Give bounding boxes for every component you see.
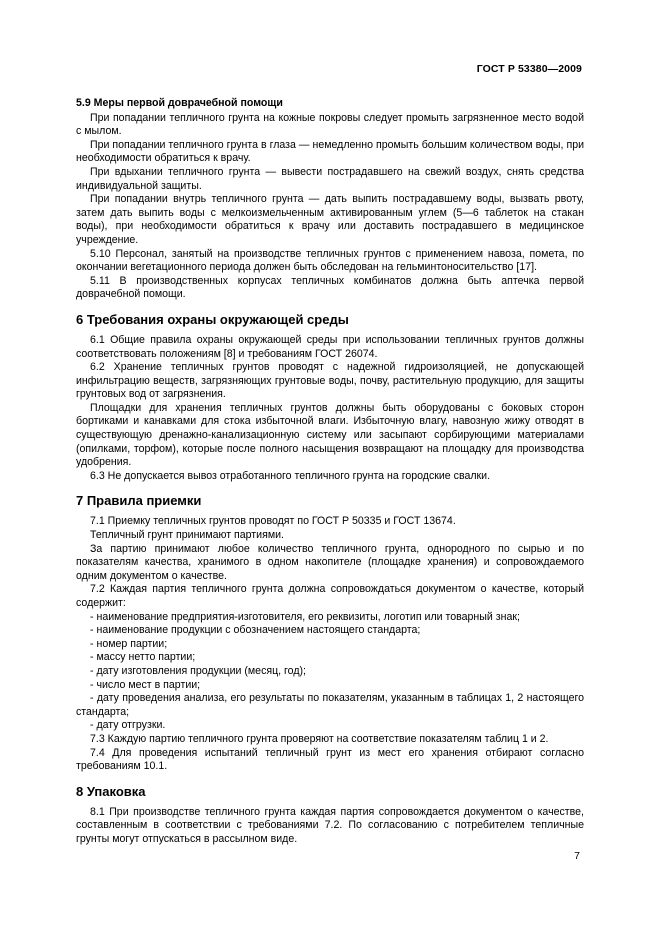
list-item: - массу нетто партии; bbox=[90, 651, 196, 664]
paragraph: При вдыхании тепличного грунта — вывести пострадавшего на свежий воздух, снять средства индивидуальной защиты. bbox=[76, 165, 584, 192]
document-header: ГОСТ Р 53380—2009 bbox=[476, 63, 582, 75]
list-item: - наименование продукции с обозначением настоящего стандарта; bbox=[90, 624, 421, 637]
subsection-title: 5.9 Меры первой доврачебной помощи bbox=[76, 97, 283, 109]
paragraph: При попадании тепличного грунта в глаза — немедленно промыть большим количеством воды, при необходимости обратиться к врачу. bbox=[76, 138, 584, 165]
paragraph: 7.3 Каждую партию тепличного грунта проверяют на соответствие показателям таблиц 1 и 2. bbox=[90, 732, 549, 745]
paragraph: Тепличный грунт принимают партиями. bbox=[90, 529, 284, 542]
paragraph: Площадки для хранения тепличных грунтов должны быть оборудованы с боковых сторон бортиками и канавками для стока избыточной влаги. Избыточную влагу, навозную жижу отводят в существующую дренажно-канализационную систему или засыпают сорбирующими материалами (опилками, торфом), которые после полного насыщения возвращают на площадку для производства удобрения. bbox=[76, 401, 584, 469]
paragraph: 6.2 Хранение тепличных грунтов проводят с надежной гидроизоляцией, не допускающей инфильтрацию веществ, загрязняющих грунтовые воды, почву, растительную продукцию, для защиты грунтовых вод от загрязнения. bbox=[76, 361, 584, 401]
paragraph: 7.2 Каждая партия тепличного грунта должна сопровождаться документом о качестве, который содержит: bbox=[76, 583, 584, 609]
paragraph: 7.1 Приемку тепличных грунтов проводят по ГОСТ Р 50335 и ГОСТ 13674. bbox=[90, 515, 456, 528]
paragraph: 7.4 Для проведения испытаний тепличный грунт из мест его хранения отбирают согласно требованиям 10.1. bbox=[76, 746, 584, 773]
section-title: 6 Требования охраны окружающей среды bbox=[76, 311, 349, 327]
section-title: 7 Правила приемки bbox=[76, 493, 202, 509]
list-item: - число мест в партии; bbox=[90, 678, 201, 691]
paragraph: 6.3 Не допускается вывоз отработанного тепличного грунта на городские свалки. bbox=[90, 469, 491, 482]
paragraph: 5.10 Персонал, занятый на производстве тепличных грунтов с применением навоза, помета, по окончании вегетационного периода должен быть обследован на гельминтоносительство [17]. bbox=[76, 247, 584, 274]
list-item: - наименование предприятия-изготовителя, его реквизиты, логотип или товарный знак; bbox=[90, 610, 520, 623]
paragraph: 8.1 При производстве тепличного грунта каждая партия сопровождается документом о качестве, составленным в соответствии с требованиями 7.2. По согласованию с потребителем тепличные грунты могут отпускаться в рассылном виде. bbox=[76, 805, 584, 845]
paragraph: При попадании внутрь тепличного грунта — дать выпить пострадавшему воды, вызвать рвоту, затем дать выпить воды с мелкоизмельченным активированным углем (5—6 таблеток на стакан воды), при необходимости обратиться к врачу или доставить пострадавшего в медицинское учреждение. bbox=[76, 193, 584, 246]
list-item: - номер партии; bbox=[90, 637, 168, 650]
paragraph: 6.1 Общие правила охраны окружающей среды при использовании тепличных грунтов должны соответствовать положениям [8] и требованиям ГОСТ 26074. bbox=[76, 333, 584, 360]
list-item: - дату проведения анализа, его результаты по показателям, указанным в таблицах 1, 2 настоящего стандарта; bbox=[76, 692, 584, 718]
page-number: 7 bbox=[574, 850, 580, 862]
list-item: - дату изготовления продукции (месяц, год); bbox=[90, 664, 306, 677]
paragraph: При попадании тепличного грунта на кожные покровы следует промыть загрязненное место водой с мылом. bbox=[76, 111, 584, 138]
list-item: - дату отгрузки. bbox=[90, 719, 166, 732]
paragraph: За партию принимают любое количество тепличного грунта, однородного по сырью и по показателям качества, хранимого в одном накопителе (площадке хранения) и сопровождаемого одним документом о качестве. bbox=[76, 542, 584, 582]
paragraph: 5.11 В производственных корпусах тепличных комбинатов должна быть аптечка первой доврачебной помощи. bbox=[76, 274, 584, 301]
section-title: 8 Упаковка bbox=[76, 783, 146, 799]
document-body bbox=[76, 97, 584, 847]
